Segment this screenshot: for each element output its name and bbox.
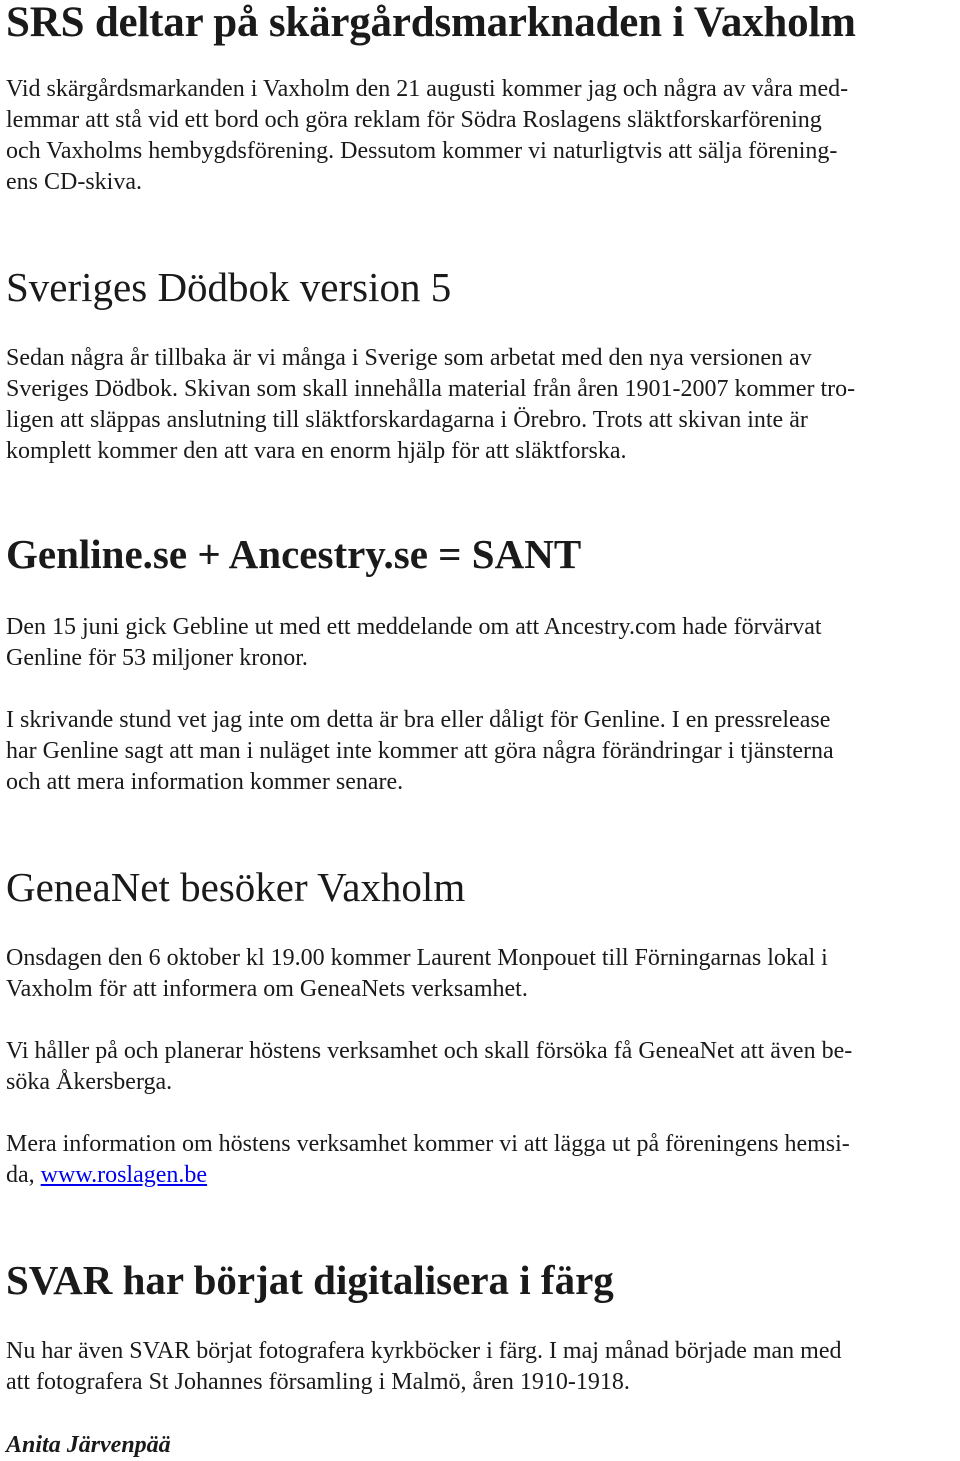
section-paragraph-dodbok xyxy=(6,343,855,467)
text-line: Mera information om höstens verksamhet kommer vi att lägga ut på föreningens hemsi- xyxy=(6,1131,850,1157)
text-line: Sveriges Dödbok. Skivan som skall innehålla material från åren 1901-2007 kommer tro- xyxy=(6,376,856,402)
text-line: Vid skärgårdsmarkanden i Vaxholm den 21 augusti kommer jag och några av våra med- xyxy=(6,76,849,102)
text-line: Vaxholm för att informera om GeneaNets verksamhet. xyxy=(6,976,528,1002)
section-paragraph-genline-1 xyxy=(6,612,822,674)
section-paragraph-geneanet-3 xyxy=(6,1129,850,1191)
text-line: Onsdagen den 6 oktober kl 19.00 kommer Laurent Monpouet till Förningarnas lokal i xyxy=(6,945,828,971)
roslagen-website-link[interactable]: www.roslagen.be xyxy=(40,1162,208,1188)
author-signature: Anita Järvenpää xyxy=(6,1432,171,1458)
text-line: Nu har även SVAR börjat fotografera kyrkböcker i färg. I maj månad började man med xyxy=(6,1338,842,1364)
text-line: har Genline sagt att man i nuläget inte kommer att göra några förändringar i tjänsterna xyxy=(6,738,834,764)
text-line: och att mera information kommer senare. xyxy=(6,769,404,795)
text-line: Genline för 53 miljoner kronor. xyxy=(6,645,308,671)
section-paragraph-geneanet-2 xyxy=(6,1036,852,1098)
section-title-srs-market: SRS deltar på skärgårdsmarknaden i Vaxholm xyxy=(6,0,856,46)
text-line: I skrivande stund vet jag inte om detta är bra eller dåligt för Genline. I en pressrelease xyxy=(6,707,831,733)
text-line: Sedan några år tillbaka är vi många i Sverige som arbetat med den nya versionen av xyxy=(6,345,812,371)
text-line: Vi håller på och planerar höstens verksamhet och skall försöka få GeneaNet att även be- xyxy=(6,1038,853,1064)
text-line: ligen att släppas anslutning till släktforskardagarna i Örebro. Trots att skivan inte är xyxy=(6,407,808,433)
text-line: att fotografera St Johannes församling i Malmö, åren 1910-1918. xyxy=(6,1369,630,1395)
section-paragraph-genline-2 xyxy=(6,705,834,798)
text-line: komplett kommer den att vara en enorm hjälp för att släktforska. xyxy=(6,438,627,464)
text-line: da, xyxy=(6,1162,41,1188)
section-title-geneanet: GeneaNet besöker Vaxholm xyxy=(6,864,466,910)
text-line: Den 15 juni gick Gebline ut med ett meddelande om att Ancestry.com hade förvärvat xyxy=(6,614,822,640)
section-title-svar: SVAR har börjat digitalisera i färg xyxy=(6,1257,614,1303)
section-title-dodbok: Sveriges Dödbok version 5 xyxy=(6,264,452,310)
text-line: lemmar att stå vid ett bord och göra reklam för Södra Roslagens släktforskarförening xyxy=(6,107,822,133)
section-paragraph-srs-market xyxy=(6,74,848,198)
section-title-genline: Genline.se + Ancestry.se = SANT xyxy=(6,531,582,577)
text-line: söka Åkersberga. xyxy=(6,1069,173,1095)
text-line: och Vaxholms hembygdsförening. Dessutom kommer vi naturligtvis att sälja förening- xyxy=(6,138,838,164)
section-paragraph-svar xyxy=(6,1336,842,1398)
text-line: ens CD-skiva. xyxy=(6,169,142,195)
section-paragraph-geneanet-1 xyxy=(6,943,828,1005)
